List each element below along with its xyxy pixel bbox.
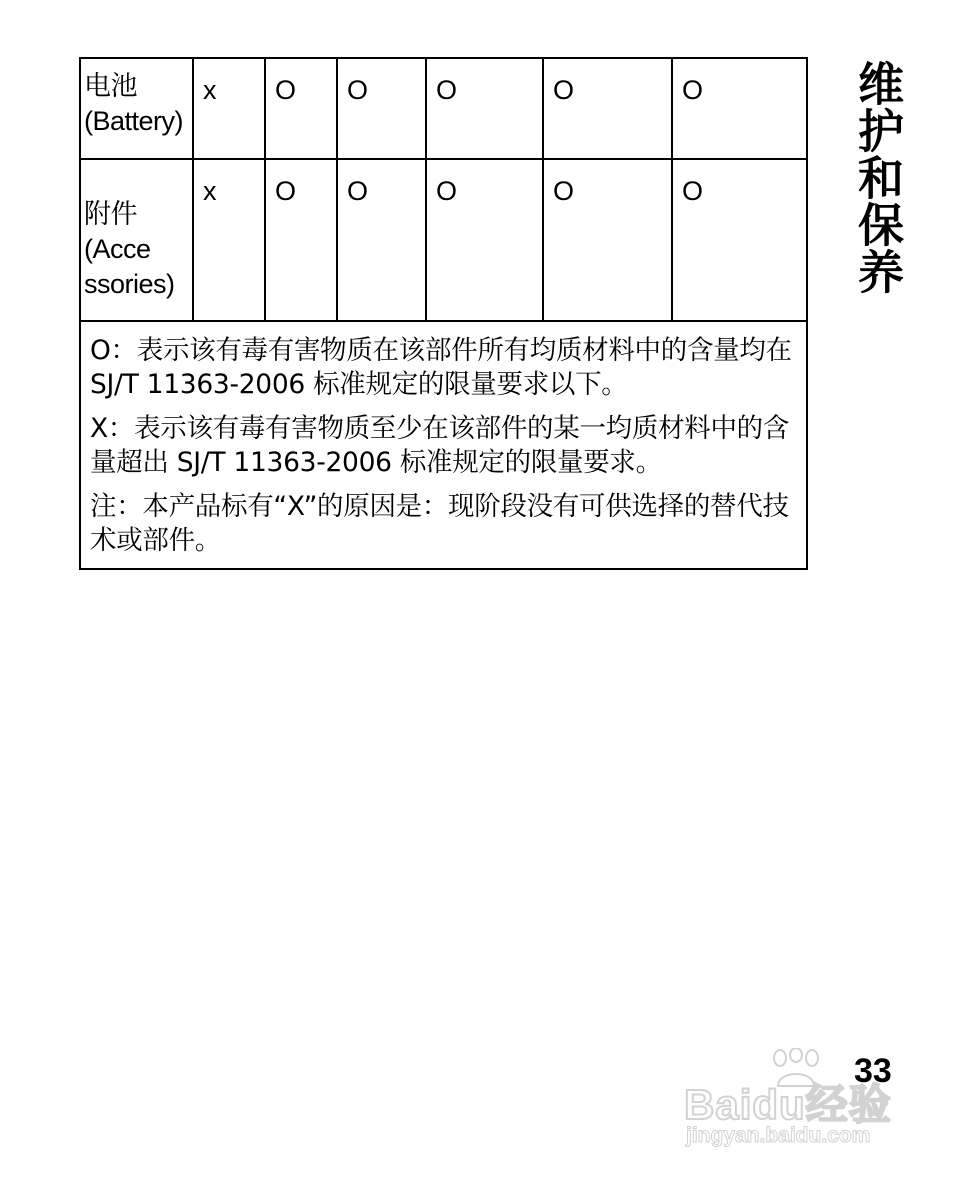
watermark-url: jingyan.baidu.com <box>686 1124 871 1147</box>
substance-mark: O <box>337 58 426 159</box>
substance-mark: O <box>337 159 426 321</box>
substance-mark: O <box>543 58 672 159</box>
component-name-en: (Acce <box>84 234 151 264</box>
substance-mark: x <box>193 159 265 321</box>
substance-mark: O <box>265 159 337 321</box>
substance-mark: O <box>543 159 672 321</box>
component-name-en: (Battery) <box>84 106 184 136</box>
component-name-cn: 附件 <box>84 199 137 229</box>
page-number: 33 <box>854 1052 892 1090</box>
baidu-watermark <box>682 1048 922 1158</box>
note-x-legend: X：表示该有毒有害物质至少在该部件的某一均质材料中的含量超出 SJ/T 11363-2006 标准规定的限量要求。 <box>90 413 790 478</box>
table-row-accessories <box>80 159 807 321</box>
section-title: 维护和保养 <box>851 60 905 295</box>
note-o-legend: O：表示该有毒有害物质在该部件所有均质材料中的含量均在 SJ/T 11363-2006 标准规定的限量要求以下。 <box>90 335 792 400</box>
note-remark: 注：本产品标有“X”的原因是：现阶段没有可供选择的替代技术或部件。 <box>90 491 789 556</box>
component-name-cn: 电池 <box>84 71 137 101</box>
watermark-brand: Baidu经验 <box>684 1081 892 1128</box>
component-name-en: ssories) <box>84 269 175 299</box>
substance-mark: O <box>426 58 543 159</box>
substance-mark: O <box>672 159 807 321</box>
hazardous-substance-table <box>79 57 808 570</box>
component-name-battery <box>80 58 193 159</box>
substance-mark: O <box>426 159 543 321</box>
substance-mark: x <box>193 58 265 159</box>
component-name-accessories <box>80 159 193 321</box>
table-row-battery <box>80 58 807 159</box>
table-row-notes <box>80 321 807 569</box>
notes-cell <box>80 321 807 569</box>
substance-mark: O <box>265 58 337 159</box>
substance-mark: O <box>672 58 807 159</box>
